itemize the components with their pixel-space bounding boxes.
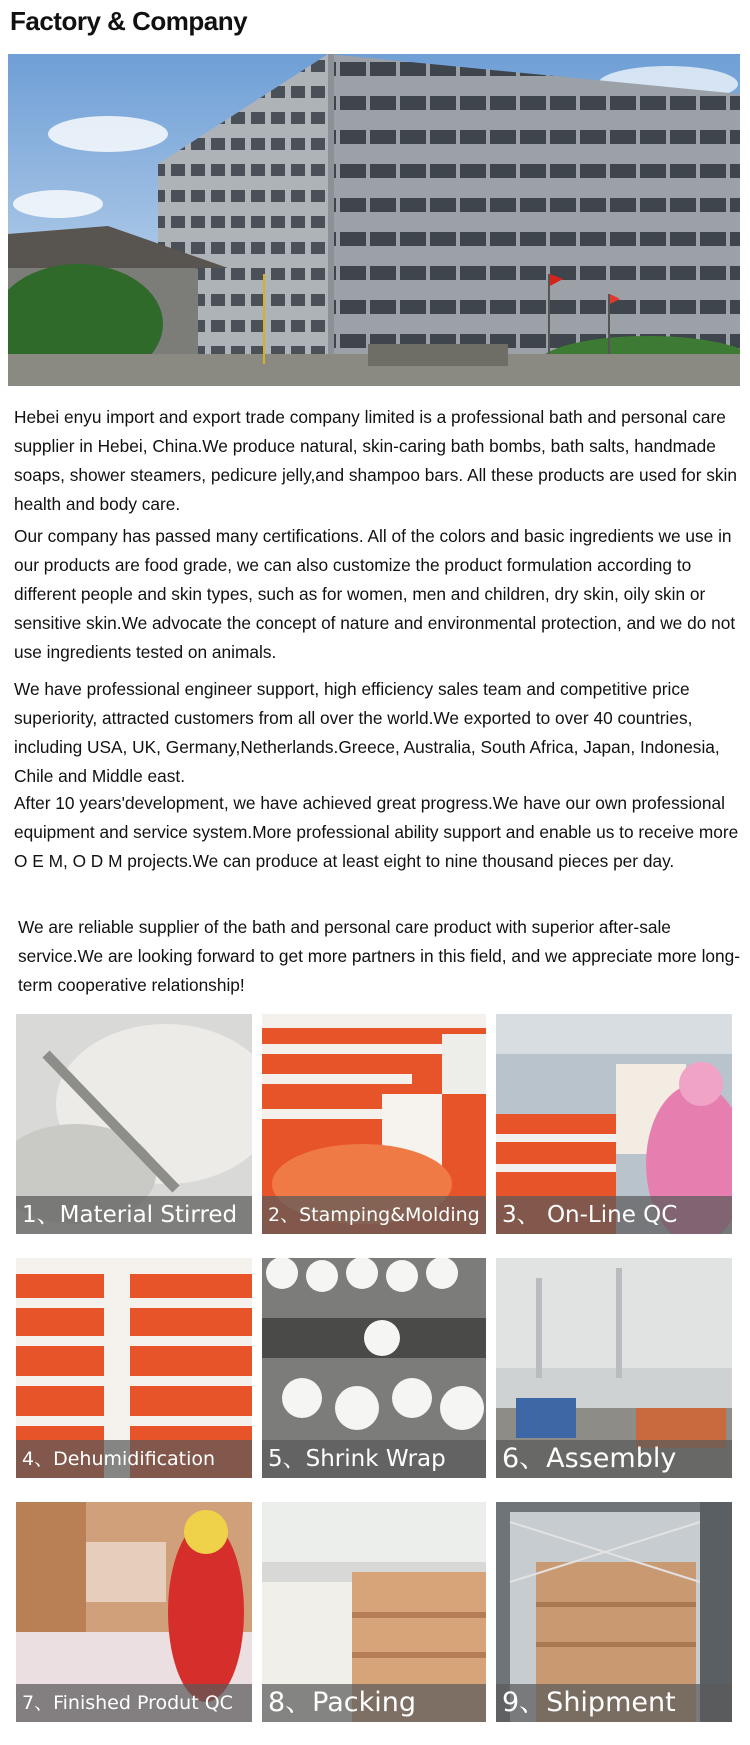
factory-building-image bbox=[8, 54, 740, 386]
process-step-tile bbox=[16, 1502, 252, 1722]
process-step-label: 8、Packing bbox=[262, 1684, 486, 1722]
process-step-label: 5、Shrink Wrap bbox=[262, 1440, 486, 1478]
process-step-label: 6、Assembly bbox=[496, 1440, 732, 1478]
process-step-tile bbox=[496, 1502, 732, 1722]
process-step-label: 2、Stamping&Molding bbox=[262, 1196, 486, 1234]
page-title: Factory & Company bbox=[10, 6, 248, 36]
process-step-label: 9、Shipment bbox=[496, 1684, 732, 1722]
process-step-tile bbox=[496, 1258, 732, 1478]
process-step-tile bbox=[262, 1014, 486, 1234]
partnership-paragraph: We are reliable supplier of the bath and personal care product with superior after-sale service.We are looking forward to get more partners in this field, and we appreciate more long-term cooperative relationship! bbox=[18, 917, 741, 995]
process-step-tile bbox=[16, 1258, 252, 1478]
process-step-tile bbox=[16, 1014, 252, 1234]
process-step-label: 4、Dehumidification bbox=[16, 1440, 252, 1478]
factory-building-photo-icon bbox=[8, 54, 740, 386]
export-paragraph: We have professional engineer support, high efficiency sales team and competitive price superiority, attracted customers from all over the world.We exported to over 40 countries, including USA, UK, Germany,Netherlands.Greece, Australia, South Africa, Japan, Indonesia, Chile and Middle east. bbox=[14, 679, 720, 786]
development-paragraph: After 10 years'development, we have achieved great progress.We have our own professional equipment and service system.More professional ability support and enable us to receive more O E M, O D M projects.We can produce at least eight to nine thousand pieces per day. bbox=[14, 793, 739, 871]
company-intro-paragraph: Hebei enyu import and export trade company limited is a professional bath and personal care supplier in Hebei, China.We produce natural, skin-caring bath bombs, bath salts, handmade soaps, shower steamers, pedicure jelly,and shampoo bars. All these products are used for skin health and body care. bbox=[14, 407, 737, 514]
process-step-tile bbox=[262, 1502, 486, 1722]
process-step-label: 1、Material Stirred bbox=[16, 1196, 252, 1234]
process-step-tile bbox=[262, 1258, 486, 1478]
process-step-label: 7、Finished Produt QC bbox=[16, 1684, 252, 1722]
process-step-label: 3、 On-Line QC bbox=[496, 1196, 732, 1234]
certifications-paragraph: Our company has passed many certifications. All of the colors and basic ingredients we use in our products are food grade, we can also customize the product formulation according to different people and skin types, such as for women, men and children, dry skin, oily skin or sensitive skin.We advocate the concept of nature and environmental protection, and we do not use ingredients tested on animals. bbox=[14, 526, 736, 662]
process-step-tile bbox=[496, 1014, 732, 1234]
